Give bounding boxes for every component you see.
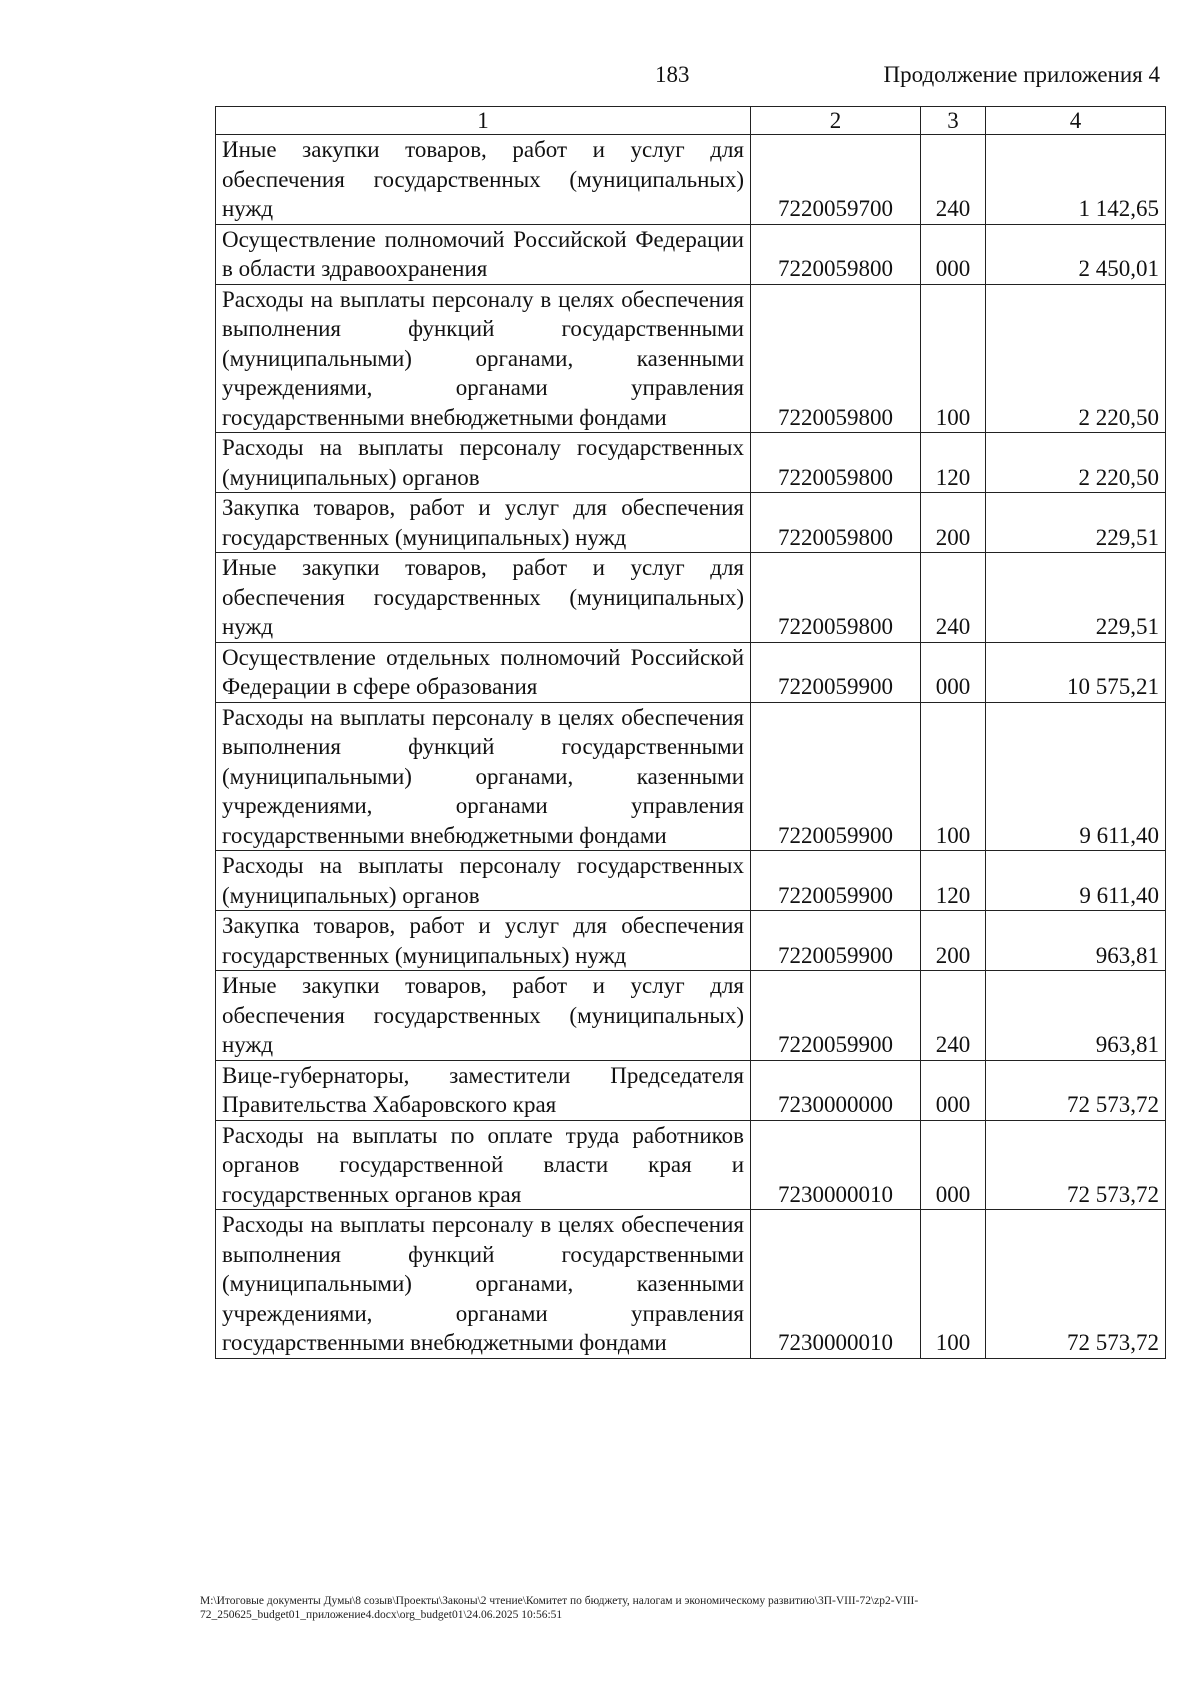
amount-cell: 963,81 bbox=[986, 911, 1166, 971]
expense-name-cell: Осуществление отдельных полномочий Российской Федерации в сфере образования bbox=[216, 642, 751, 702]
table-row bbox=[216, 1120, 1166, 1210]
table-row bbox=[216, 553, 1166, 643]
target-code-cell: 7220059800 bbox=[751, 493, 921, 553]
expense-name-cell: Расходы на выплаты персоналу государственных (муниципальных) органов bbox=[216, 433, 751, 493]
amount-cell: 10 575,21 bbox=[986, 642, 1166, 702]
table-row bbox=[216, 1210, 1166, 1359]
target-code-cell: 7220059900 bbox=[751, 702, 921, 851]
target-code-cell: 7220059900 bbox=[751, 911, 921, 971]
expense-name-cell: Осуществление полномочий Российской Федерации в области здравоохранения bbox=[216, 224, 751, 284]
amount-cell: 72 573,72 bbox=[986, 1210, 1166, 1359]
table-body bbox=[216, 135, 1166, 1359]
expense-type-cell: 200 bbox=[921, 493, 986, 553]
expense-type-cell: 000 bbox=[921, 1060, 986, 1120]
expense-type-cell: 240 bbox=[921, 135, 986, 225]
expense-name-cell: Расходы на выплаты персоналу в целях обеспечения выполнения функций государственными (муниципальными) органами, казенными учреждениями, органами управления государственными внебюджетными фондами bbox=[216, 702, 751, 851]
expense-type-cell: 000 bbox=[921, 1120, 986, 1210]
amount-cell: 963,81 bbox=[986, 971, 1166, 1061]
amount-cell: 2 220,50 bbox=[986, 433, 1166, 493]
target-code-cell: 7220059900 bbox=[751, 851, 921, 911]
expense-name-cell: Иные закупки товаров, работ и услуг для обеспечения государственных (муниципальных) нужд bbox=[216, 553, 751, 643]
expense-type-cell: 240 bbox=[921, 971, 986, 1061]
expense-name-cell: Расходы на выплаты персоналу в целях обеспечения выполнения функций государственными (муниципальными) органами, казенными учреждениями, органами управления государственными внебюджетными фондами bbox=[216, 284, 751, 433]
expense-name-cell: Иные закупки товаров, работ и услуг для обеспечения государственных (муниципальных) нужд bbox=[216, 135, 751, 225]
table-row bbox=[216, 702, 1166, 851]
column-header-2: 2 bbox=[751, 107, 921, 135]
column-header-3: 3 bbox=[921, 107, 986, 135]
file-path-footer: M:\Итоговые документы Думы\8 созыв\Проекты\Законы\2 чтение\Комитет по бюджету, налогам и экономическому развитию\3П-VIII-72\zp2-VIII-72_250625_budget01_приложение4.docx\org_budget01\24.06.2025 10:56:51 bbox=[200, 1595, 919, 1621]
column-header-1: 1 bbox=[216, 107, 751, 135]
budget-table bbox=[215, 106, 1166, 1359]
amount-cell: 229,51 bbox=[986, 493, 1166, 553]
amount-cell: 1 142,65 bbox=[986, 135, 1166, 225]
target-code-cell: 7220059800 bbox=[751, 284, 921, 433]
expense-type-cell: 100 bbox=[921, 702, 986, 851]
expense-type-cell: 000 bbox=[921, 642, 986, 702]
expense-name-cell: Расходы на выплаты персоналу в целях обеспечения выполнения функций государственными (муниципальными) органами, казенными учреждениями, органами управления государственными внебюджетными фондами bbox=[216, 1210, 751, 1359]
table-row bbox=[216, 493, 1166, 553]
amount-cell: 9 611,40 bbox=[986, 702, 1166, 851]
amount-cell: 229,51 bbox=[986, 553, 1166, 643]
expense-type-cell: 120 bbox=[921, 851, 986, 911]
expense-name-cell: Закупка товаров, работ и услуг для обеспечения государственных (муниципальных) нужд bbox=[216, 911, 751, 971]
expense-name-cell: Закупка товаров, работ и услуг для обеспечения государственных (муниципальных) нужд bbox=[216, 493, 751, 553]
amount-cell: 72 573,72 bbox=[986, 1120, 1166, 1210]
amount-cell: 2 450,01 bbox=[986, 224, 1166, 284]
table-row bbox=[216, 135, 1166, 225]
expense-type-cell: 240 bbox=[921, 553, 986, 643]
target-code-cell: 7230000010 bbox=[751, 1120, 921, 1210]
table-row bbox=[216, 284, 1166, 433]
target-code-cell: 7220059800 bbox=[751, 224, 921, 284]
table-row bbox=[216, 224, 1166, 284]
target-code-cell: 7230000010 bbox=[751, 1210, 921, 1359]
appendix-caption: Продолжение приложения 4 bbox=[883, 62, 1160, 87]
expense-name-cell: Расходы на выплаты персоналу государственных (муниципальных) органов bbox=[216, 851, 751, 911]
table-header bbox=[216, 107, 1166, 135]
expense-type-cell: 100 bbox=[921, 284, 986, 433]
expense-type-cell: 200 bbox=[921, 911, 986, 971]
target-code-cell: 7230000000 bbox=[751, 1060, 921, 1120]
target-code-cell: 7220059800 bbox=[751, 553, 921, 643]
target-code-cell: 7220059700 bbox=[751, 135, 921, 225]
table-row bbox=[216, 971, 1166, 1061]
table-row bbox=[216, 851, 1166, 911]
expense-type-cell: 000 bbox=[921, 224, 986, 284]
table-row bbox=[216, 1060, 1166, 1120]
table-row bbox=[216, 433, 1166, 493]
column-header-4: 4 bbox=[986, 107, 1166, 135]
expense-name-cell: Иные закупки товаров, работ и услуг для обеспечения государственных (муниципальных) нужд bbox=[216, 971, 751, 1061]
page-number: 183 bbox=[655, 62, 690, 87]
table-row bbox=[216, 911, 1166, 971]
target-code-cell: 7220059900 bbox=[751, 971, 921, 1061]
amount-cell: 72 573,72 bbox=[986, 1060, 1166, 1120]
amount-cell: 9 611,40 bbox=[986, 851, 1166, 911]
expense-type-cell: 100 bbox=[921, 1210, 986, 1359]
header-row bbox=[216, 107, 1166, 135]
table-row bbox=[216, 642, 1166, 702]
expense-name-cell: Расходы на выплаты по оплате труда работников органов государственной власти края и государственных органов края bbox=[216, 1120, 751, 1210]
target-code-cell: 7220059800 bbox=[751, 433, 921, 493]
expense-type-cell: 120 bbox=[921, 433, 986, 493]
target-code-cell: 7220059900 bbox=[751, 642, 921, 702]
expense-name-cell: Вице-губернаторы, заместители Председателя Правительства Хабаровского края bbox=[216, 1060, 751, 1120]
amount-cell: 2 220,50 bbox=[986, 284, 1166, 433]
